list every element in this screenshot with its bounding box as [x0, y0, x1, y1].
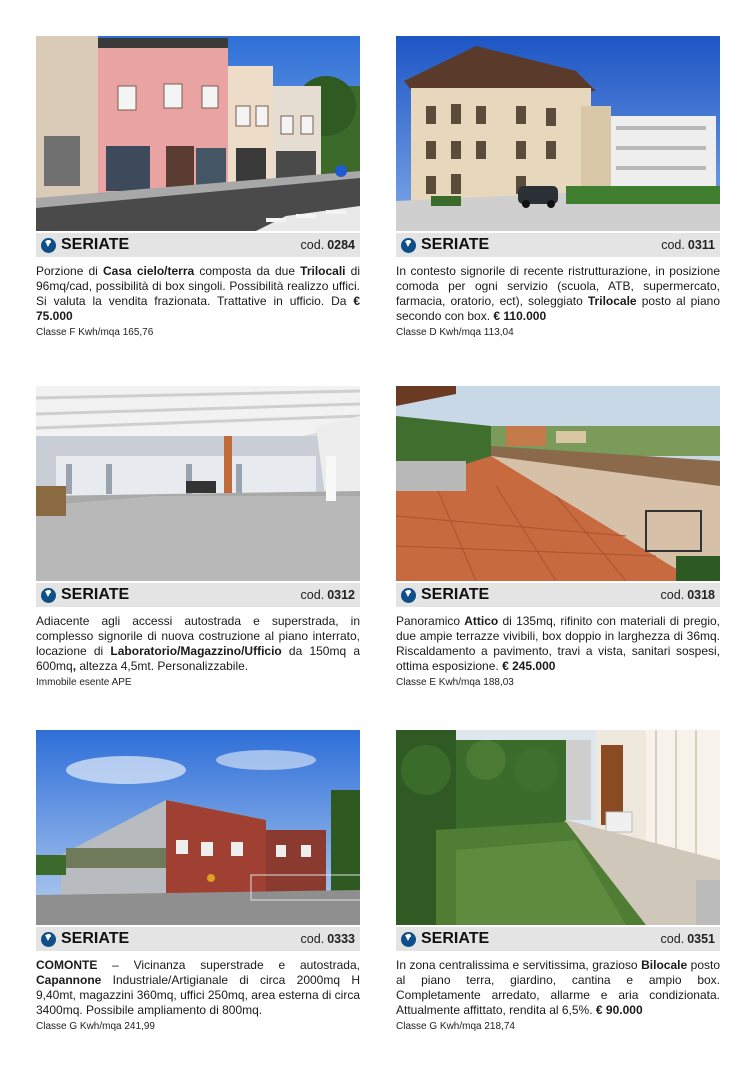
listing-header-bar	[396, 583, 720, 607]
warehouse-interior-photo-icon	[36, 386, 360, 581]
energy-class: Classe G Kwh/mqa 218,74	[396, 1021, 515, 1032]
listing-description: In zona centralissima e servitissima, grazioso Bilocale posto al piano terra, giardino, cantina e ampio box. Completamente arredato, allarme e aria condizionata. Attualmente affittato, rendita al 6,5%. € 90.000	[396, 958, 720, 1017]
listing-card-0312[interactable]	[36, 386, 360, 688]
code-prefix: cod.	[661, 238, 685, 252]
listing-code	[301, 932, 355, 946]
location-pin-icon	[401, 932, 416, 947]
listing-photo[interactable]	[396, 36, 720, 231]
location-label: SERIATE	[61, 236, 130, 253]
listing-card-0318[interactable]	[396, 386, 720, 688]
code-number: 0284	[327, 238, 355, 252]
energy-class: Classe G Kwh/mqa 241,99	[36, 1021, 155, 1032]
terrace-photo-icon	[396, 386, 720, 581]
energy-class: Classe E Kwh/mqa 188,03	[396, 677, 514, 688]
listing-price: € 110.000	[493, 309, 547, 323]
listing-location	[401, 236, 489, 254]
energy-class: Classe D Kwh/mqa 113,04	[396, 327, 514, 338]
code-number: 0318	[687, 588, 715, 602]
location-label: SERIATE	[421, 236, 490, 253]
code-prefix: cod.	[300, 932, 325, 946]
energy-class: Classe F Kwh/mqa 165,76	[36, 327, 154, 338]
location-label: SERIATE	[61, 586, 130, 603]
garden-photo-icon	[396, 730, 720, 925]
code-number: 0333	[327, 932, 355, 946]
listing-header-bar	[36, 233, 360, 257]
industrial-building-photo-icon	[36, 730, 360, 925]
code-prefix: cod.	[300, 588, 325, 602]
location-pin-icon	[41, 932, 56, 947]
code-prefix: cod.	[300, 238, 325, 252]
listing-header-bar	[36, 583, 360, 607]
listing-card-0311[interactable]	[396, 36, 720, 338]
listing-description: Porzione di Casa cielo/terra composta da due Trilocali di 96mq/cad, possibilità di box singoli. Possibilità realizzo uffici. Si valuta la vendita frazionata. Trattative in ufficio. Da € 75.000	[36, 264, 360, 323]
listing-code	[661, 588, 715, 602]
listing-price: € 75.000	[36, 294, 360, 323]
code-prefix: cod.	[660, 932, 685, 946]
listing-location	[401, 586, 489, 604]
code-number: 0351	[687, 932, 715, 946]
listing-code	[301, 238, 355, 252]
listing-header-bar	[396, 233, 720, 257]
listing-price: € 90.000	[595, 1003, 643, 1017]
villa-building-photo-icon	[396, 36, 720, 231]
listing-photo[interactable]	[36, 386, 360, 581]
listing-header-bar	[396, 927, 720, 951]
energy-class: Immobile esente APE	[36, 677, 132, 688]
listing-location	[41, 930, 129, 948]
location-label: SERIATE	[421, 930, 490, 947]
listing-photo[interactable]	[396, 730, 720, 925]
listing-code	[661, 932, 715, 946]
listing-photo[interactable]	[36, 730, 360, 925]
listing-description: In contesto signorile di recente ristrutturazione, in posizione comoda per ogni servizio (scuola, ATB, supermercato, farmacia, oratorio, ect), soleggiato Trilocale posto al piano secondo con box. € 110.000	[396, 264, 720, 323]
listing-price: € 245.000	[502, 659, 556, 673]
listing-description: Adiacente agli accessi autostrada e superstrada, in complesso signorile di nuova costruzione al piano interrato, locazione di Laboratorio/Magazzino/Ufficio da 150mq a 600mq, altezza 4,5mt. Personalizzabile.	[36, 614, 360, 673]
code-number: 0311	[687, 238, 715, 252]
building-street-photo-icon	[36, 36, 360, 231]
location-pin-icon	[41, 588, 56, 603]
listing-photo[interactable]	[396, 386, 720, 581]
listing-location	[401, 930, 489, 948]
location-pin-icon	[41, 238, 56, 253]
location-label: SERIATE	[421, 586, 490, 603]
listing-location	[41, 236, 129, 254]
code-prefix: cod.	[660, 588, 685, 602]
location-pin-icon	[401, 238, 416, 253]
listing-card-0284[interactable]	[36, 36, 360, 338]
location-label: SERIATE	[61, 930, 130, 947]
listing-code	[301, 588, 355, 602]
code-number: 0312	[327, 588, 355, 602]
listing-card-0333[interactable]	[36, 730, 360, 1032]
listing-description: COMONTE – Vicinanza superstrade e autostrada, Capannone Industriale/Artigianale di circa 2000mq H 9,40mt, magazzini 360mq, uffici 250mq, area esterna di circa 3400mq. Possibile ampliamento di 800mq.	[36, 958, 360, 1017]
location-pin-icon	[401, 588, 416, 603]
listing-header-bar	[36, 927, 360, 951]
listing-location	[41, 586, 129, 604]
listing-code	[661, 238, 715, 252]
listing-photo[interactable]	[36, 36, 360, 231]
listing-card-0351[interactable]	[396, 730, 720, 1032]
listing-description: Panoramico Attico di 135mq, rifinito con materiali di pregio, due ampie terrazze vivibili, box doppio in larghezza di 36mq. Riscaldamento a pavimento, travi a vista, sanitari sospesi, ottima esposizione. € 245.000	[396, 614, 720, 673]
